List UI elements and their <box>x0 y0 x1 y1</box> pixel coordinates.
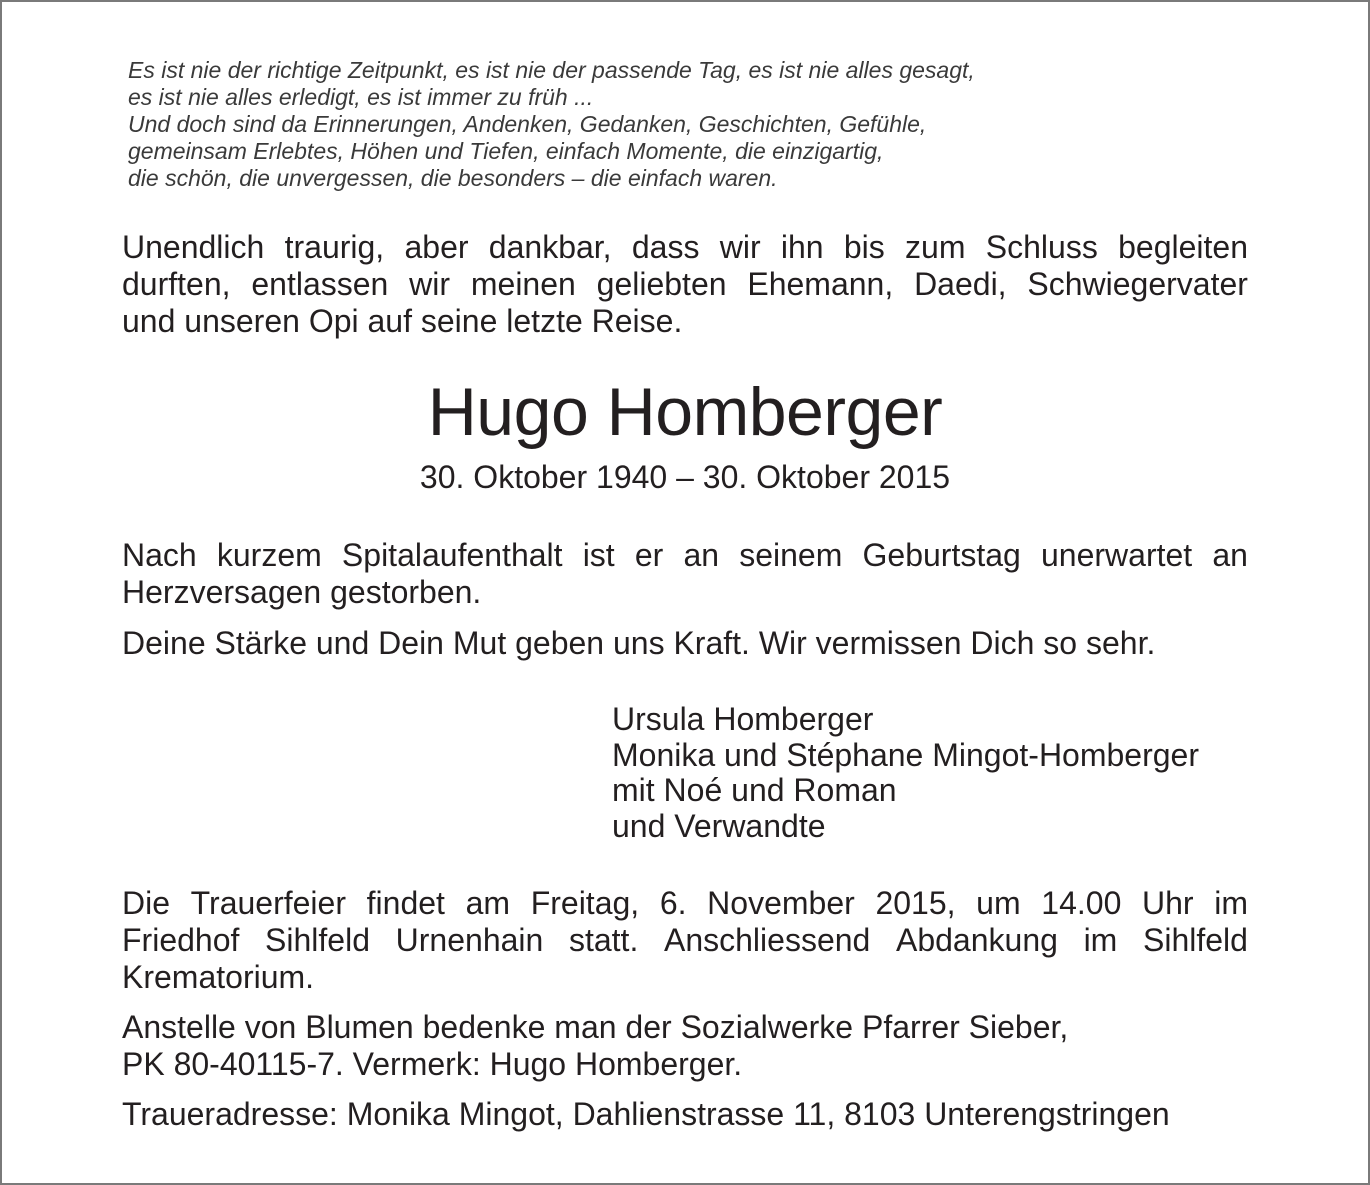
intro-line <box>122 266 1248 303</box>
word: im <box>1083 922 1118 958</box>
ceremony-line <box>122 885 1248 922</box>
word: aber <box>404 229 469 265</box>
ceremony-line <box>122 922 1248 959</box>
word: Daedi, <box>914 266 1007 302</box>
word: seinem <box>739 537 843 573</box>
word: Sihlfeld <box>265 922 370 958</box>
word: Geburtstag <box>862 537 1021 573</box>
circumstances-line <box>122 537 1248 574</box>
poem-line: die schön, die unvergessen, die besonders – die einfach waren. <box>128 165 778 191</box>
word: ist <box>582 537 615 573</box>
intro-line <box>122 229 1248 266</box>
circumstances-paragraph <box>122 537 1248 611</box>
farewell-line: Deine Stärke und Dein Mut geben uns Kraft. Wir vermissen Dich so sehr. <box>122 625 1156 661</box>
mourner: mit Noé und Roman <box>612 772 897 808</box>
donation-line: Anstelle von Blumen bedenke man der Sozialwerke Pfarrer Sieber, <box>122 1009 1069 1045</box>
word: im <box>1214 885 1248 921</box>
deceased-name: Hugo Homberger <box>427 374 943 450</box>
word: Schluss <box>985 229 1098 265</box>
poem-line: gemeinsam Erlebtes, Höhen und Tiefen, einfach Momente, die einzigartig, <box>128 138 884 164</box>
word: meinen <box>470 266 576 302</box>
farewell-paragraph <box>122 625 1248 662</box>
word: durften, <box>122 266 231 302</box>
poem-line: Es ist nie der richtige Zeitpunkt, es ist nie der passende Tag, es ist nie alles gesagt, <box>128 57 975 83</box>
word: wir <box>719 229 761 265</box>
word: kurzem <box>216 537 322 573</box>
word: an <box>683 537 720 573</box>
poem-line: es ist nie alles erledigt, es ist immer zu früh ... <box>128 84 594 110</box>
word: Uhr <box>1142 885 1194 921</box>
life-dates: 30. Oktober 1940 – 30. Oktober 2015 <box>419 459 951 495</box>
donation-line: PK 80-40115-7. Vermerk: Hugo Homberger. <box>122 1046 743 1082</box>
word: bis <box>843 229 885 265</box>
mourner: Monika und Stéphane Mingot-Homberger <box>612 736 1199 773</box>
word: 6. <box>659 885 687 921</box>
word: dass <box>631 229 700 265</box>
poem-verse <box>128 57 1128 192</box>
word: Spitalaufenthalt <box>341 537 563 573</box>
ceremony-line: Krematorium. <box>122 959 315 995</box>
mourner: und Verwandte <box>612 807 826 844</box>
word: er <box>634 537 664 573</box>
word: November <box>707 885 855 921</box>
word: zum <box>905 229 966 265</box>
word: Sihlfeld <box>1142 922 1248 958</box>
word: ihn <box>780 229 824 265</box>
word: entlassen <box>251 266 389 302</box>
word: Abdankung <box>895 922 1058 958</box>
word: Trauerfeier <box>190 885 346 921</box>
donation-paragraph <box>122 1009 1248 1083</box>
word: um <box>976 885 1021 921</box>
intro-line: und unseren Opi auf seine letzte Reise. <box>122 303 683 339</box>
word: traurig, <box>284 229 385 265</box>
word: unerwartet <box>1040 537 1193 573</box>
circumstances-line: Herzversagen gestorben. <box>122 574 482 610</box>
word: Unendlich <box>122 229 265 265</box>
word: wir <box>409 266 451 302</box>
word: Friedhof <box>122 922 240 958</box>
word: statt. <box>568 922 639 958</box>
word: Anschliessend <box>663 922 871 958</box>
word: am <box>465 885 511 921</box>
word: begleiten <box>1118 229 1248 265</box>
address-paragraph <box>122 1096 1248 1133</box>
word: Freitag, <box>530 885 640 921</box>
word: Urnenhain <box>395 922 544 958</box>
mourners-list <box>612 702 1199 844</box>
word: geliebten <box>596 266 727 302</box>
mourner: Ursula Homberger <box>612 701 874 737</box>
word: 14.00 <box>1041 885 1122 921</box>
word: dankbar, <box>488 229 612 265</box>
word: Ehemann, <box>747 266 894 302</box>
word: 2015, <box>875 885 956 921</box>
word: Die <box>122 885 171 921</box>
word: findet <box>366 885 445 921</box>
ceremony-paragraph <box>122 885 1248 996</box>
word: an <box>1212 537 1248 573</box>
word: Nach <box>122 537 197 573</box>
word: Schwiegervater <box>1027 266 1248 302</box>
mourning-address: Traueradresse: Monika Mingot, Dahlienstrasse 11, 8103 Unterengstringen <box>122 1096 1170 1132</box>
poem-line: Und doch sind da Erinnerungen, Andenken, Gedanken, Geschichten, Gefühle, <box>128 111 927 137</box>
intro-paragraph <box>122 229 1248 340</box>
